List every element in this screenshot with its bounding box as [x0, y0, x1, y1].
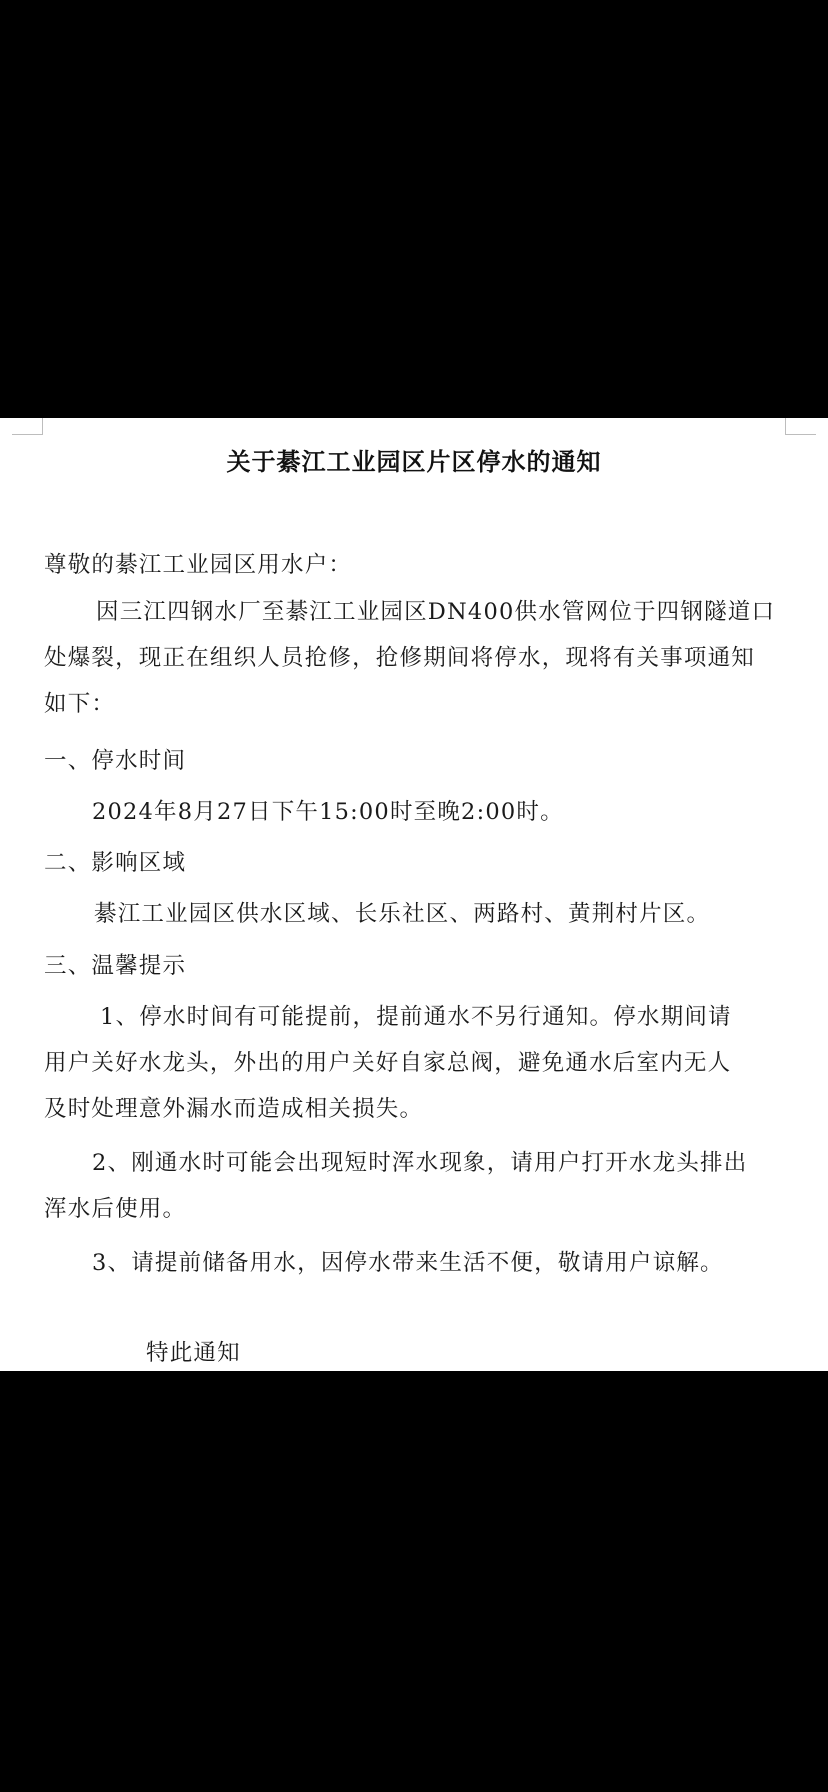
section1-heading: 一、停水时间: [44, 748, 187, 774]
tip2-line-1: 2、刚通水时可能会出现短时浑水现象，请用户打开水龙头排出: [92, 1150, 748, 1176]
document-page: [0, 418, 828, 1371]
closing: 特此通知: [146, 1340, 241, 1366]
page-corner-mark-left: [12, 418, 43, 435]
section1-body: 2024年8月27日下午15:00时至晚2:00时。: [92, 799, 564, 825]
tip1-line-3: 及时处理意外漏水而造成相关损失。: [44, 1096, 424, 1122]
notice-title: 关于綦江工业园区片区停水的通知: [226, 447, 602, 476]
tip2-line-2: 浑水后使用。: [44, 1196, 187, 1222]
salutation: 尊敬的綦江工业园区用水户：: [44, 552, 353, 578]
intro-line-1: 因三江四钢水厂至綦江工业园区DN400供水管网位于四钢隧道口: [96, 599, 776, 625]
intro-line-2: 处爆裂，现正在组织人员抢修，抢修期间将停水，现将有关事项通知: [44, 645, 756, 671]
section2-body: 綦江工业园区供水区域、长乐社区、两路村、黄荆村片区。: [94, 901, 711, 927]
intro-line-3: 如下：: [44, 691, 116, 717]
section2-heading: 二、影响区域: [44, 850, 187, 876]
tip1-line-1: 1、停水时间有可能提前，提前通水不另行通知。停水期间请: [100, 1004, 732, 1030]
tip1-line-2: 用户关好水龙头，外出的用户关好自家总阀，避免通水后室内无人: [44, 1050, 732, 1076]
section3-heading: 三、温馨提示: [44, 953, 187, 979]
page-corner-mark-right: [785, 418, 816, 435]
tip3: 3、请提前储备用水，因停水带来生活不便，敬请用户谅解。: [92, 1250, 724, 1276]
